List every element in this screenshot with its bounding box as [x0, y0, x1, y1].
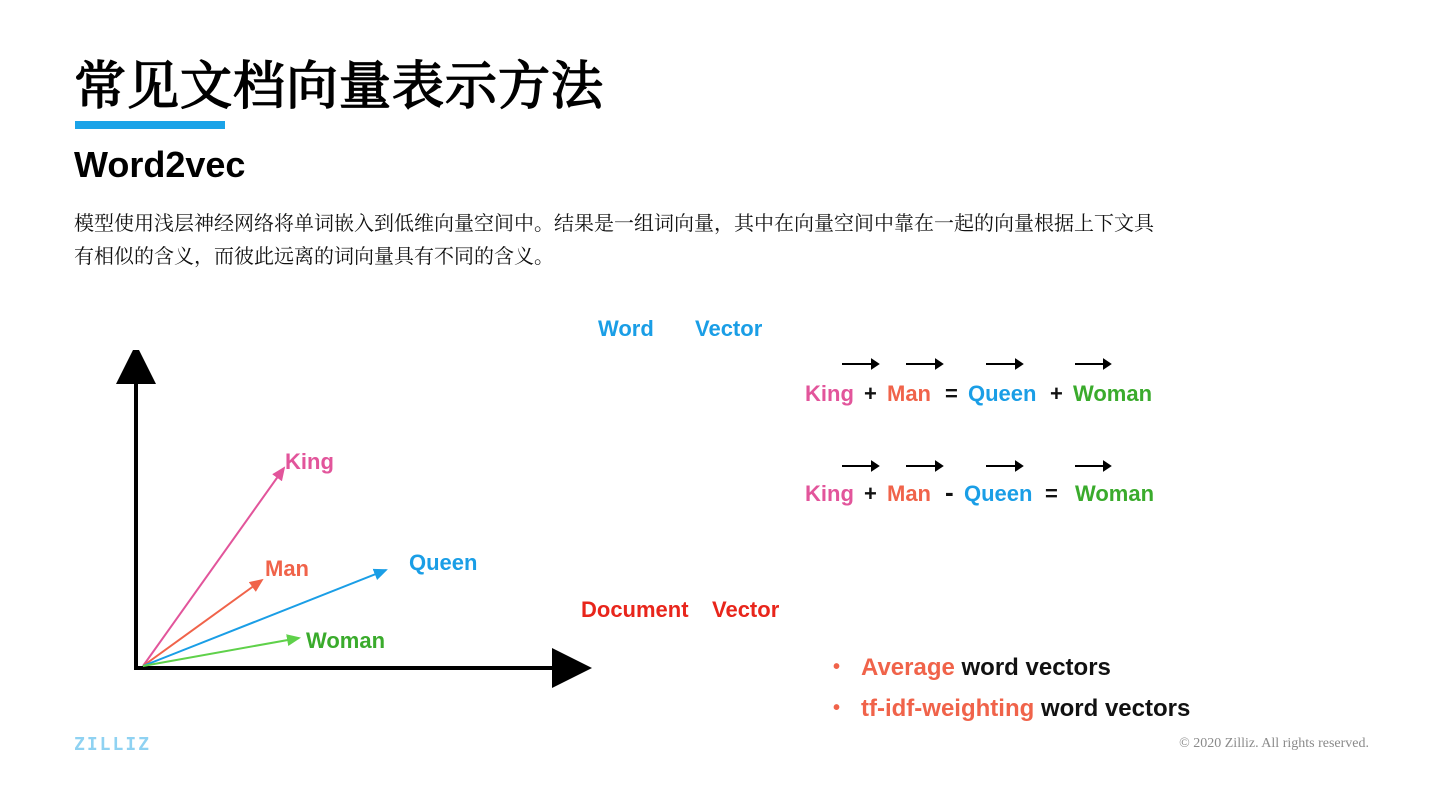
section-subtitle: Word2vec	[74, 144, 246, 185]
eq2-equals: =	[1045, 481, 1058, 506]
eq2-woman: Woman	[1075, 481, 1155, 506]
bullet-text	[861, 695, 1190, 723]
eq2-man: Man	[887, 481, 931, 506]
eq2-minus: -	[945, 477, 954, 507]
copyright-text: © 2020 Zilliz. All rights reserved.	[1179, 736, 1369, 751]
bullet-icon: •	[833, 656, 841, 678]
eq1-king: King	[805, 381, 854, 406]
man-label: Man	[265, 556, 309, 581]
eq2-king: King	[805, 481, 854, 506]
woman-label: Woman	[306, 628, 386, 653]
zilliz-logo: ZILLIZ	[74, 734, 152, 755]
bullet-icon: •	[833, 697, 841, 719]
page-title: 常见文档向量表示方法	[74, 57, 605, 117]
king-label: King	[285, 449, 334, 474]
bullet-highlight: tf-idf-weighting	[861, 695, 1035, 722]
word-heading: Word	[598, 316, 654, 341]
eq1-plus-2: +	[1050, 381, 1063, 406]
description-text: 模型使用浅层神经网络将单词嵌入到低维向量空间中。结果是一组词向量，其中在向量空间中靠在一起的向量根据上下文具有相似的含义，而彼此远离的词向量具有不同的含义。	[74, 211, 1154, 268]
bullet-highlight: Average	[861, 654, 955, 681]
man-vector	[143, 580, 262, 666]
bullet-rest: word vectors	[1040, 695, 1191, 722]
title-underline	[75, 121, 225, 129]
equation-2-arrows	[840, 460, 1140, 472]
document-heading: Document	[581, 597, 689, 622]
eq1-woman: Woman	[1073, 381, 1153, 406]
eq1-equals: =	[945, 381, 958, 406]
word-vector-diagram	[0, 350, 600, 690]
eq1-man: Man	[887, 381, 931, 406]
equation-1-arrows	[840, 358, 1140, 370]
eq2-queen: Queen	[964, 481, 1033, 506]
eq1-plus: +	[864, 381, 877, 406]
queen-label: Queen	[409, 550, 478, 575]
bullet-text	[861, 654, 1111, 682]
eq1-queen: Queen	[968, 381, 1037, 406]
bullet-rest: word vectors	[961, 654, 1111, 681]
king-vector	[143, 468, 284, 666]
eq2-plus: +	[864, 481, 877, 506]
document-vector-heading: Vector	[712, 597, 780, 622]
vector-heading: Vector	[695, 316, 763, 341]
woman-vector	[143, 638, 299, 666]
